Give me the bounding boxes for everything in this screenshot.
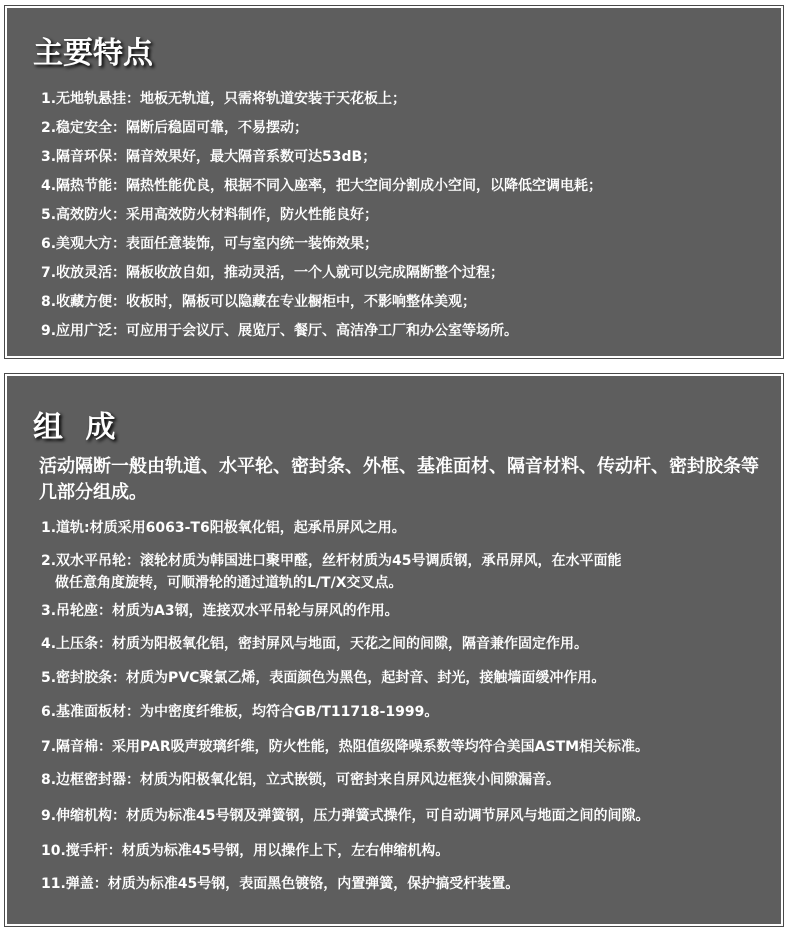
component-item: 4.上压条：材质为阳极氧化铝，密封屏风与地面，天花之间的间隙，隔音兼作固定作用。 xyxy=(41,636,589,652)
composition-panel xyxy=(5,374,783,926)
feature-item: 1.无地轨悬挂：地板无轨道，只需将轨道安装于天花板上； xyxy=(41,91,407,107)
component-item: 11.弹盖：材质为标准45号钢，表面黑色镀铬，内置弹簧，保护搞受杆装置。 xyxy=(41,876,520,892)
component-item: 6.基准面板材：为中密度纤维板，均符合GB/T11718-1999。 xyxy=(41,704,439,720)
component-item: 2.双水平吊轮：滚轮材质为韩国进口聚甲醛，丝杆材质为45号调质钢，承吊屏风，在水平面能 xyxy=(41,553,622,569)
feature-item: 3.隔音环保：隔音效果好，最大隔音系数可达53dB； xyxy=(41,149,377,165)
feature-item: 9.应用广泛：可应用于会议厅、展览厅、餐厅、高洁净工厂和办公室等场所。 xyxy=(41,323,519,339)
feature-item: 4.隔热节能：隔热性能优良，根据不同入座率，把大空间分割成小空间，以降低空调电耗； xyxy=(41,178,603,194)
component-item: 10.搅手杆：材质为标准45号钢，用以操作上下，左右伸缩机构。 xyxy=(41,843,450,859)
component-item: 1.道轨:材质采用6063-T6阳极氧化铝，起承吊屏风之用。 xyxy=(41,520,406,536)
feature-item: 8.收藏方便：收板时，隔板可以隐藏在专业橱柜中，不影响整体美观； xyxy=(41,294,477,310)
feature-item: 2.稳定安全：隔断后稳固可靠，不易摆动； xyxy=(41,120,309,136)
component-item: 3.吊轮座：材质为A3钢，连接双水平吊轮与屏风的作用。 xyxy=(41,603,399,619)
component-item-continuation-text: 做任意角度旋转，可顺滑轮的通过道轨的L/T/X交叉点。 xyxy=(55,575,403,591)
component-item: 5.密封胶条：材质为PVC聚氯乙烯，表面颜色为黑色，起封音、封光，接触墙面缓冲作用。 xyxy=(41,670,606,686)
features-panel xyxy=(5,6,783,358)
composition-heading: 组 成 xyxy=(33,410,122,445)
feature-item: 6.美观大方：表面任意装饰，可与室内统一装饰效果； xyxy=(41,236,379,252)
composition-intro: 活动隔断一般由轨道、水平轮、密封条、外框、基准面材、隔音材料、传动杆、密封胶条等几部分组成。 xyxy=(39,456,759,503)
component-item-continuation xyxy=(41,573,403,593)
component-item: 8.边框密封器：材质为阳极氧化铝，立式嵌锁，可密封来自屏风边框狭小间隙漏音。 xyxy=(41,772,561,788)
component-item: 9.伸缩机构：材质为标准45号钢及弹簧钢，压力弹簧式操作，可自动调节屏风与地面之间的间隙。 xyxy=(41,808,650,824)
component-item: 7.隔音棉：采用PAR吸声玻璃纤维，防火性能，热阻值级降噪系数等均符合美国ASTM相关标准。 xyxy=(41,739,650,755)
feature-item: 7.收放灵活：隔板收放自如，推动灵活，一个人就可以完成隔断整个过程； xyxy=(41,265,505,281)
feature-item: 5.高效防火：采用高效防火材料制作，防火性能良好； xyxy=(41,207,379,223)
features-heading: 主要特点 xyxy=(33,36,153,71)
